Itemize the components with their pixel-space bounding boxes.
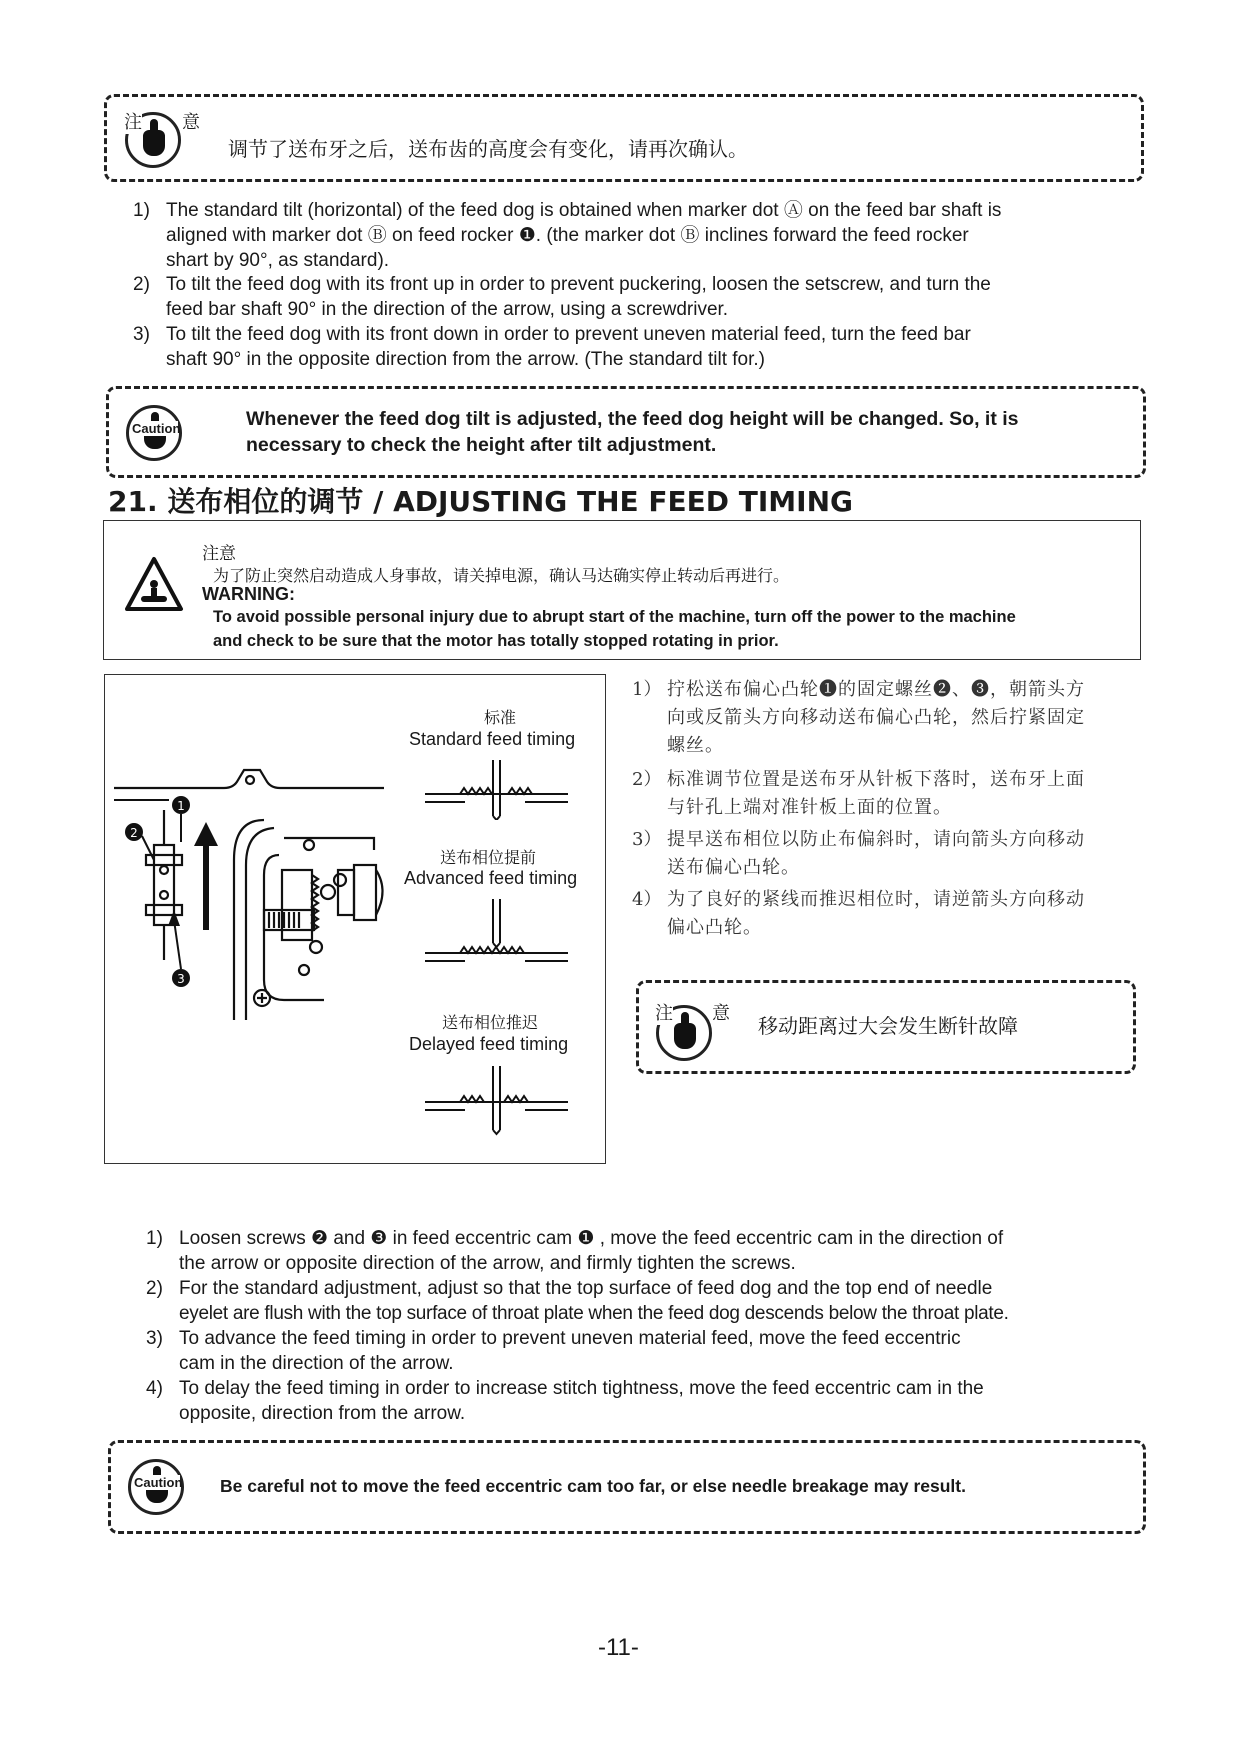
step-line: aligned with marker dot Ⓑ on feed rocker ❶. (the marker dot Ⓑ inclines forward the feed rocker [166,225,969,246]
step-number: 1） [632,679,662,700]
step-line: To delay the feed timing in order to increase stitch tightness, move the feed eccentric cam in the [179,1378,984,1399]
caution-box-top [106,386,1146,478]
warning-en-line1: To avoid possible personal injury due to abrupt start of the machine, turn off the power to the machine [213,608,1016,626]
step-line: cam in the direction of the arrow. [179,1353,454,1374]
standard-timing-diagram [420,758,572,820]
delayed-label-zh: 送布相位推迟 [442,1013,539,1032]
note-label-zh-2: 意 [182,108,200,134]
caution-top-line2: necessary to check the height after tilt adjustment. [246,434,717,456]
step-line: To advance the feed timing in order to prevent uneven material feed, move the feed eccentric [179,1328,961,1349]
caution-hand-icon [126,405,182,461]
step-text: 提早送布相位以防止布偏斜时，请向箭头方向移动送布偏心凸轮。 [667,829,1085,878]
step-line: The standard tilt (horizontal) of the feed dog is obtained when marker dot Ⓐ on the feed bar shaft is [166,200,1002,221]
note-mid-text: 移动距离过大会发生断针故障 [758,1014,1018,1038]
svg-text:2: 2 [130,826,138,840]
step-line: shaft 90° in the opposite direction from the arrow. (The standard tilt for.) [166,349,766,370]
warning-zh-text: 为了防止突然启动造成人身事故，请关掉电源，确认马达确实停止转动后再进行。 [213,566,790,585]
advanced-timing-diagram [420,897,572,967]
step-line: opposite, direction from the arrow. [179,1403,466,1424]
warning-en-line2: and check to be sure that the motor has totally stopped rotating in prior. [213,632,779,650]
caution-icon-label: Caution [134,1475,183,1490]
caution-top-line1: Whenever the feed dog tilt is adjusted, the feed dog height will be changed. So, it is [246,408,1019,430]
warning-zh-label: 注意 [202,544,236,564]
caution-hand-icon [128,1459,184,1515]
step-line: For the standard adjustment, adjust so that the top surface of feed dog and the top end of needle [179,1278,993,1299]
step-line: feed bar shaft 90° in the direction of the arrow, using a screwdriver. [166,299,729,320]
step-line: the arrow or opposite direction of the arrow, and firmly tighten the screws. [179,1253,796,1274]
step-line: eyelet are flush with the top surface of throat plate when the feed dog descends below the throat plate. [179,1303,1009,1324]
step-number: 4） [632,889,662,910]
page-number: -11- [598,1634,639,1661]
svg-text:3: 3 [177,972,185,986]
feed-mechanism-drawing [114,760,394,1030]
delayed-label-en: Delayed feed timing [409,1034,569,1054]
step-number: 2） [632,769,662,790]
step-number: 4) [146,1378,163,1399]
warning-en-label: WARNING: [202,584,295,604]
step-line: To tilt the feed dog with its front up in order to prevent puckering, loosen the setscrew, and turn the [166,274,991,295]
standard-label-zh: 标准 [484,708,517,727]
step-line: Loosen screws ❷ and ❸ in feed eccentric cam ❶ , move the feed eccentric cam in the direction of [179,1228,1004,1249]
step-number: 1) [133,200,150,221]
step-line: To tilt the feed dog with its front down in order to prevent uneven material feed, turn the feed bar [166,324,971,345]
step-text: 为了良好的紧线而推迟相位时，请逆箭头方向移动偏心凸轮。 [667,889,1085,938]
advanced-label-zh: 送布相位提前 [440,848,537,867]
caution-icon-label: Caution [132,421,181,436]
advanced-label-en: Advanced feed timing [404,868,578,888]
step-number: 2) [133,274,150,295]
note-label-zh-1: 注 [655,999,673,1025]
step-number: 3） [632,829,662,850]
step-text: 标准调节位置是送布牙从针板下落时，送布牙上面与针孔上端对准针板上面的位置。 [667,769,1085,818]
warning-triangle-icon [124,556,184,612]
delayed-timing-diagram [420,1064,572,1136]
step-text: 拧松送布偏心凸轮❶的固定螺丝❷、❸，朝箭头方向或反箭头方向移动送布偏心凸轮，然后拧紧固定螺丝。 [667,679,1085,756]
step-number: 3) [133,324,150,345]
svg-text:1: 1 [177,799,185,813]
step-number: 2) [146,1278,163,1299]
note-top-text: 调节了送布牙之后，送布齿的高度会有变化，请再次确认。 [228,137,748,161]
step-number: 1) [146,1228,163,1249]
note-label-zh-2: 意 [712,999,730,1025]
standard-label-en: Standard feed timing [409,729,576,749]
step-line: shart by 90°, as standard). [166,250,390,271]
caution-bottom-text: Be careful not to move the feed eccentric cam too far, or else needle breakage may result. [220,1476,966,1496]
note-label-zh-1: 注 [124,108,142,134]
step-number: 3) [146,1328,163,1349]
section-title: 21. 送布相位的调节 / ADJUSTING THE FEED TIMING [108,485,853,518]
